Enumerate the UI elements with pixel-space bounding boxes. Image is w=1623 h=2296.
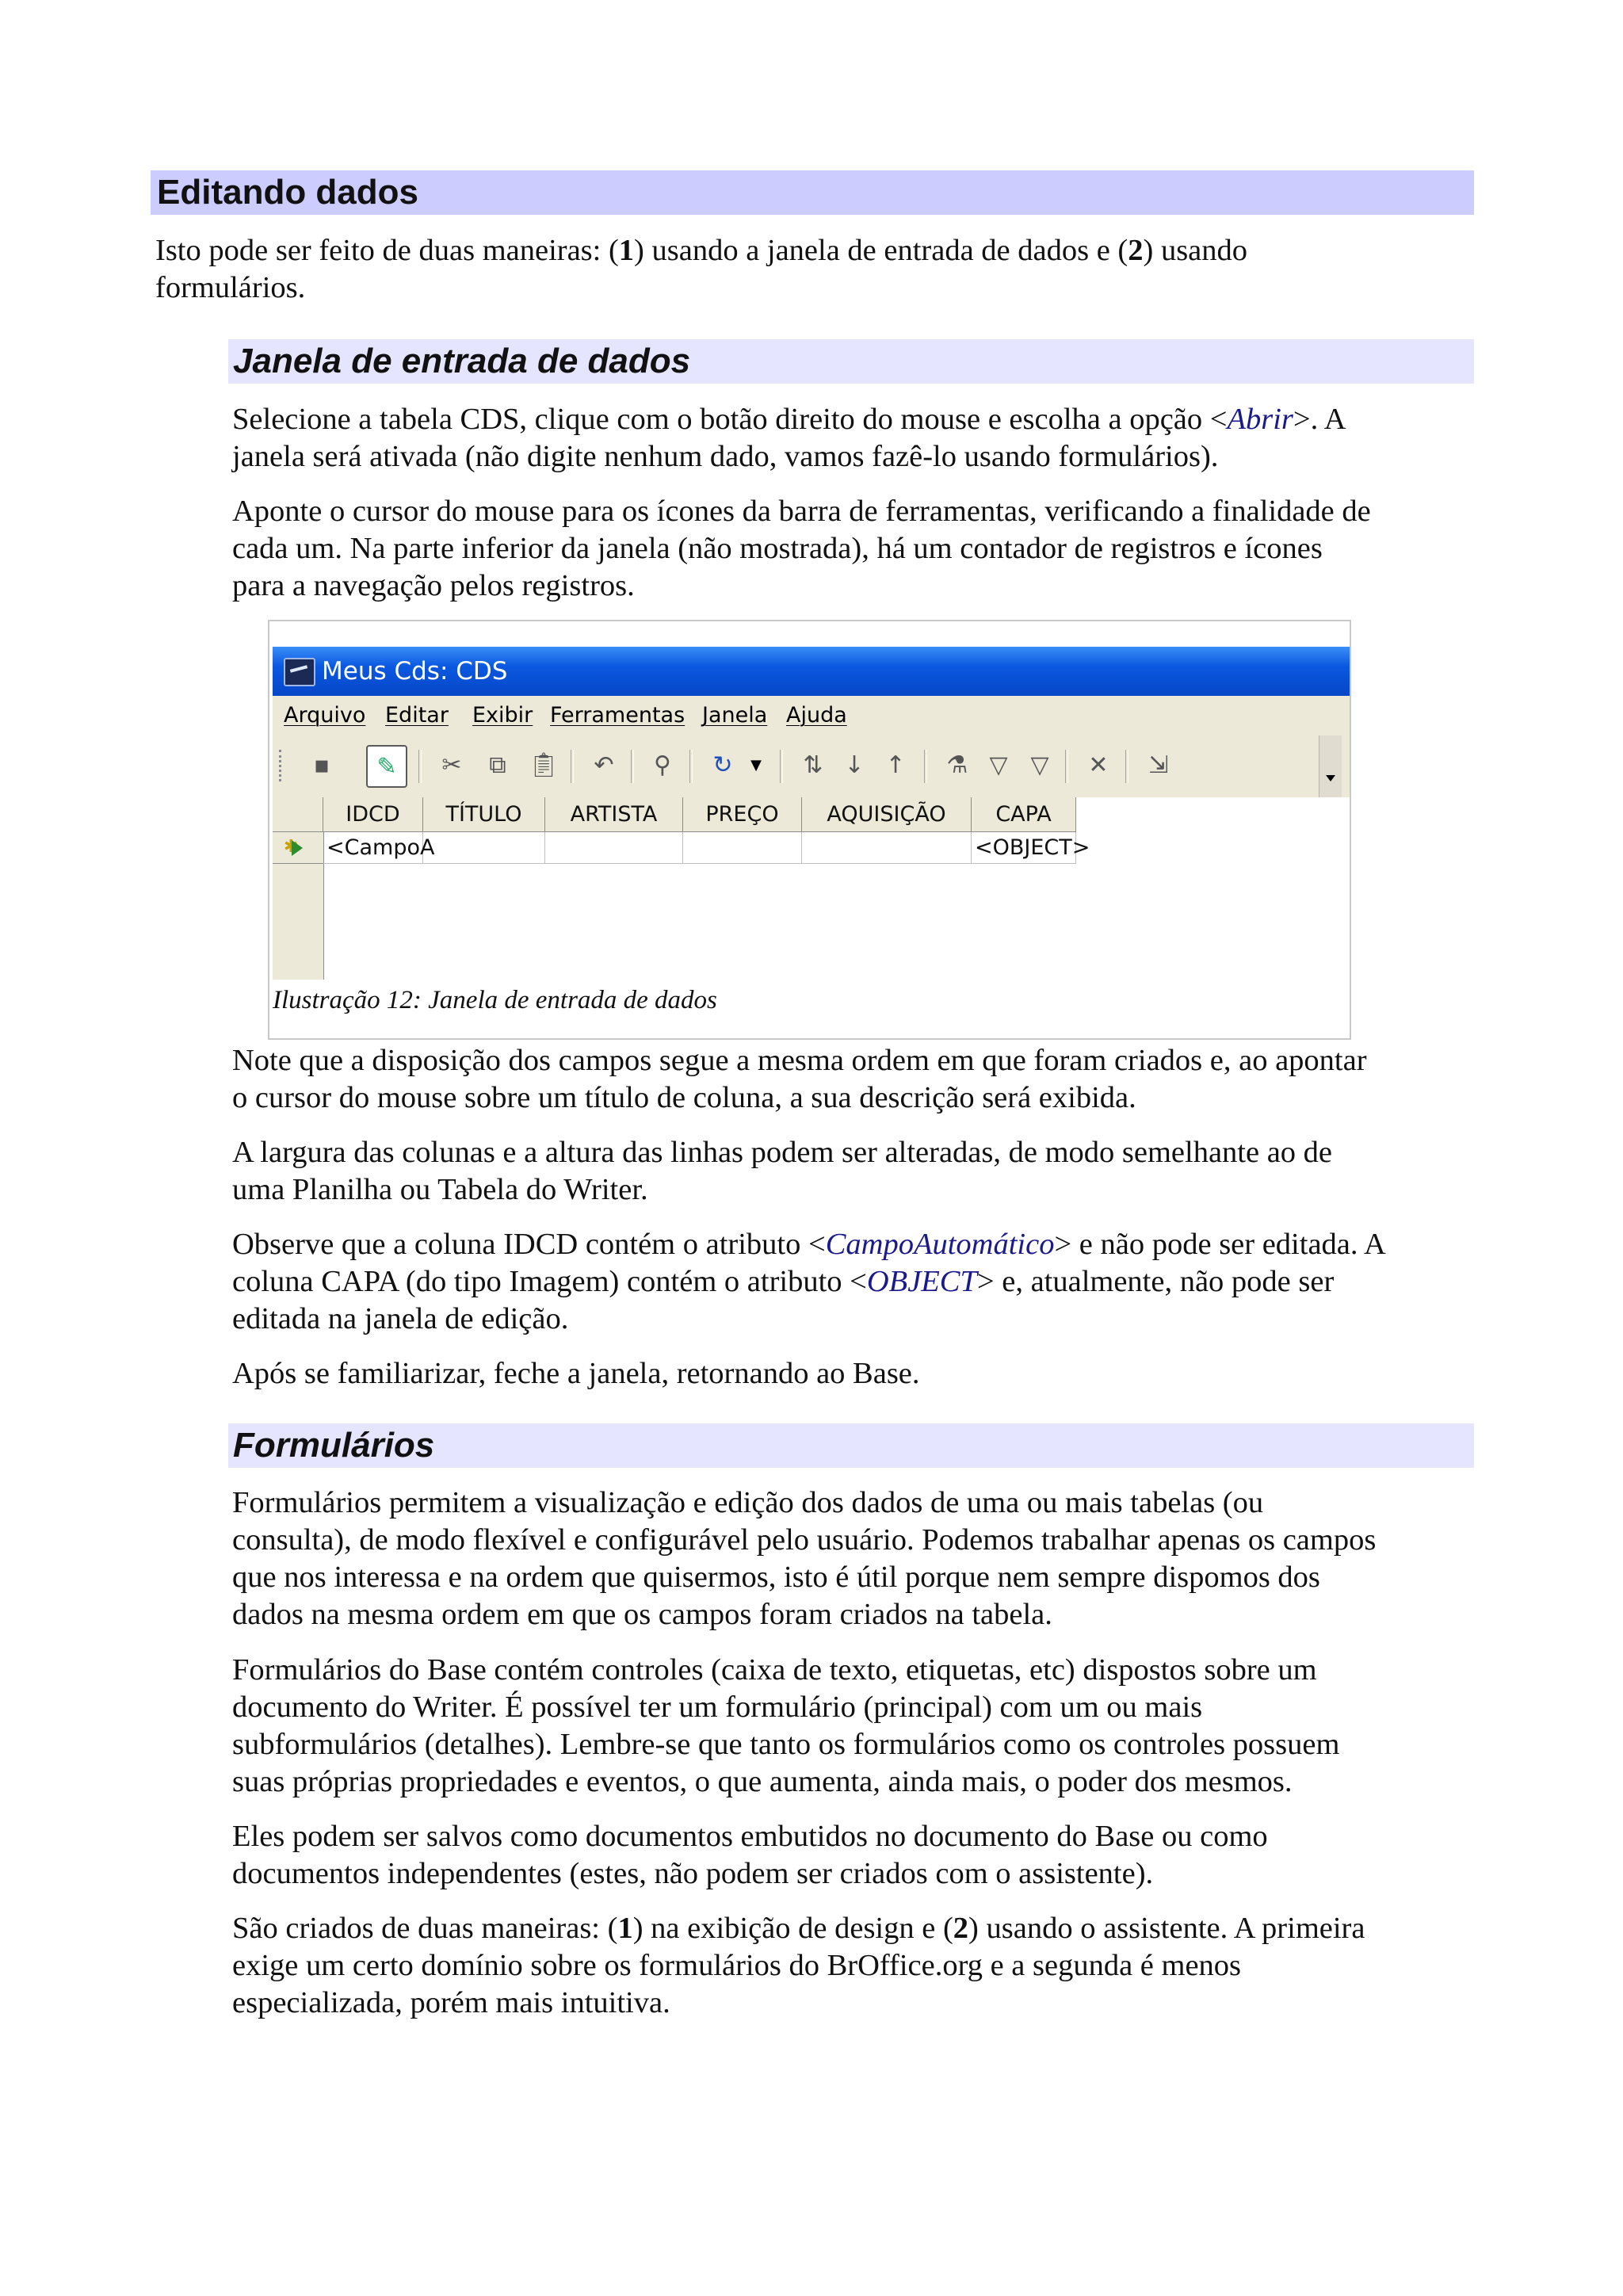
cell-preco[interactable] (683, 832, 802, 864)
sort-descending-icon[interactable]: ↑ (885, 751, 906, 779)
link-campoautomatico[interactable]: CampoAutomático (825, 1228, 1055, 1261)
paste-icon[interactable]: 📋︎ (528, 751, 559, 779)
paragraph-aponte: Aponte o cursor do mouse para os ícones da barra de ferramentas, verificando a finalidade de cada um. Na parte inferior da janela (não mostrada), há um contador de registros e ícones para a navegação pelos registros. (232, 495, 1371, 602)
menu-janela[interactable]: Janela (702, 703, 768, 728)
paragraph-observe: Observe que a coluna IDCD contém o atributo <CampoAutomático> e não pode ser editada. A coluna CAPA (do tipo Imagem) contém o atributo <OBJECT> e, atualmente, não pode ser editada na janela de edição. (232, 1228, 1386, 1335)
cell-titulo[interactable] (423, 832, 545, 864)
paragraph-formularios-do-base: Formulários do Base contém controles (caixa de texto, etiquetas, etc) dispostos sobre um documento do Writer. É possível ter um formulário (principal) com um ou mais subformulários (detalhes). Lembre-se que tanto os formulários como os controles possuem suas próprias propriedades e eventos, o que aumenta, ainda mais, o poder dos mesmos. (232, 1653, 1340, 1798)
data-grid (273, 797, 1350, 980)
sort-icon[interactable]: ⇅ (803, 751, 823, 779)
toolbar (273, 735, 1350, 797)
window-title: Meus Cds: CDS (322, 657, 508, 686)
cell-idcd[interactable]: <CampoA (323, 832, 423, 864)
toolbar-overflow-icon[interactable] (1319, 735, 1342, 797)
cell-capa[interactable]: <OBJECT> (972, 832, 1076, 864)
menu-bar (273, 696, 1350, 735)
new-record-icon: ✱ (284, 837, 299, 857)
corner-header (273, 797, 323, 832)
menu-editar[interactable]: Editar (385, 703, 449, 728)
heading-formularios: Formulários (228, 1423, 1474, 1468)
autofilter-icon[interactable]: ⚗ (946, 751, 968, 779)
copy-icon[interactable]: ⧉ (489, 751, 506, 779)
save-record-icon[interactable]: ▪ (313, 751, 330, 779)
edit-mode-icon[interactable]: ✎ (366, 745, 407, 788)
undo-record-icon[interactable]: ↶ (594, 751, 614, 779)
menu-arquivo[interactable]: Arquivo (284, 703, 366, 728)
paragraph-apos: Após se familiarizar, feche a janela, retornando ao Base. (232, 1357, 920, 1390)
heading-janela-entrada-dados: Janela de entrada de dados (228, 339, 1474, 384)
refresh-icon[interactable]: ↻ (712, 751, 733, 779)
standard-filter-icon[interactable]: ▽ (1030, 751, 1049, 779)
sort-ascending-icon[interactable]: ↓ (844, 751, 865, 779)
paragraph-largura: A largura das colunas e a altura das linhas podem ser alteradas, de modo semelhante ao de uma Planilha ou Tabela do Writer. (232, 1136, 1333, 1206)
column-header-preco[interactable]: PREÇO (683, 797, 802, 832)
paragraph-selecione: Selecione a tabela CDS, clique com o botão direito do mouse e escolha a opção <Abrir>. A janela será ativada (não digite nenhum dado, vamos fazê-lo usando formulários). (232, 403, 1346, 473)
cell-artista[interactable] (545, 832, 683, 864)
apply-filter-icon[interactable]: ▽ (989, 751, 1008, 779)
paragraph-note-que: Note que a disposição dos campos segue a mesma ordem em que foram criados e, ao apontar o cursor do mouse sobre um título de coluna, a sua descrição será exibida. (232, 1044, 1367, 1114)
column-header-artista[interactable]: ARTISTA (545, 797, 683, 832)
paragraph-formularios-permitem: Formulários permitem a visualização e edição dos dados de uma ou mais tabelas (ou consulta), de modo flexível e configurável pelo usuário. Podemos trabalhar apenas os campos que nos interessa e na ordem que quisermos, isto é útil porque nem sempre dispomos dos dados na mesma ordem em que os campos foram criados na tabela. (232, 1486, 1377, 1631)
cell-aquisicao[interactable] (802, 832, 972, 864)
menu-exibir[interactable]: Exibir (472, 703, 533, 728)
window-titlebar (273, 647, 1350, 696)
figure-caption: Ilustração 12: Janela de entrada de dados (273, 986, 717, 1014)
link-abrir[interactable]: Abrir (1227, 403, 1293, 436)
intro-paragraph: Isto pode ser feito de duas maneiras: (1) usando a janela de entrada de dados e (2) usando formulários. (155, 234, 1248, 304)
paragraph-eles-podem: Eles podem ser salvos como documentos embutidos no documento do Base ou como documentos independentes (estes, não podem ser criados com o assistente). (232, 1820, 1268, 1890)
data-to-text-icon[interactable]: ⇲ (1148, 751, 1169, 779)
refresh-dropdown-icon[interactable]: ▼ (750, 756, 762, 774)
figure-janela-entrada-dados (268, 620, 1351, 1040)
paragraph-sao-criados: São criados de duas maneiras: (1) na exibição de design e (2) usando o assistente. A primeira exige um certo domínio sobre os formulários do BrOffice.org e a segunda é menos especializada, porém mais intuitiva. (232, 1912, 1365, 2019)
column-header-aquisicao[interactable]: AQUISIÇÃO (802, 797, 972, 832)
current-record-arrow-icon (292, 840, 303, 856)
menu-ferramentas[interactable]: Ferramentas (550, 703, 685, 728)
find-record-icon[interactable]: ⚲ (654, 751, 671, 779)
column-header-capa[interactable]: CAPA (972, 797, 1076, 832)
record-marker[interactable] (273, 832, 323, 864)
toolbar-grip[interactable] (279, 750, 285, 781)
link-object[interactable]: OBJECT (866, 1265, 977, 1298)
column-header-idcd[interactable]: IDCD (323, 797, 423, 832)
data-entry-window (273, 647, 1350, 980)
app-icon (284, 658, 315, 686)
column-header-titulo[interactable]: TÍTULO (423, 797, 545, 832)
remove-filter-icon[interactable]: ✕ (1088, 751, 1109, 779)
heading-editando-dados: Editando dados (151, 170, 1474, 215)
cut-icon[interactable]: ✂ (441, 751, 462, 779)
menu-ajuda[interactable]: Ajuda (786, 703, 847, 728)
